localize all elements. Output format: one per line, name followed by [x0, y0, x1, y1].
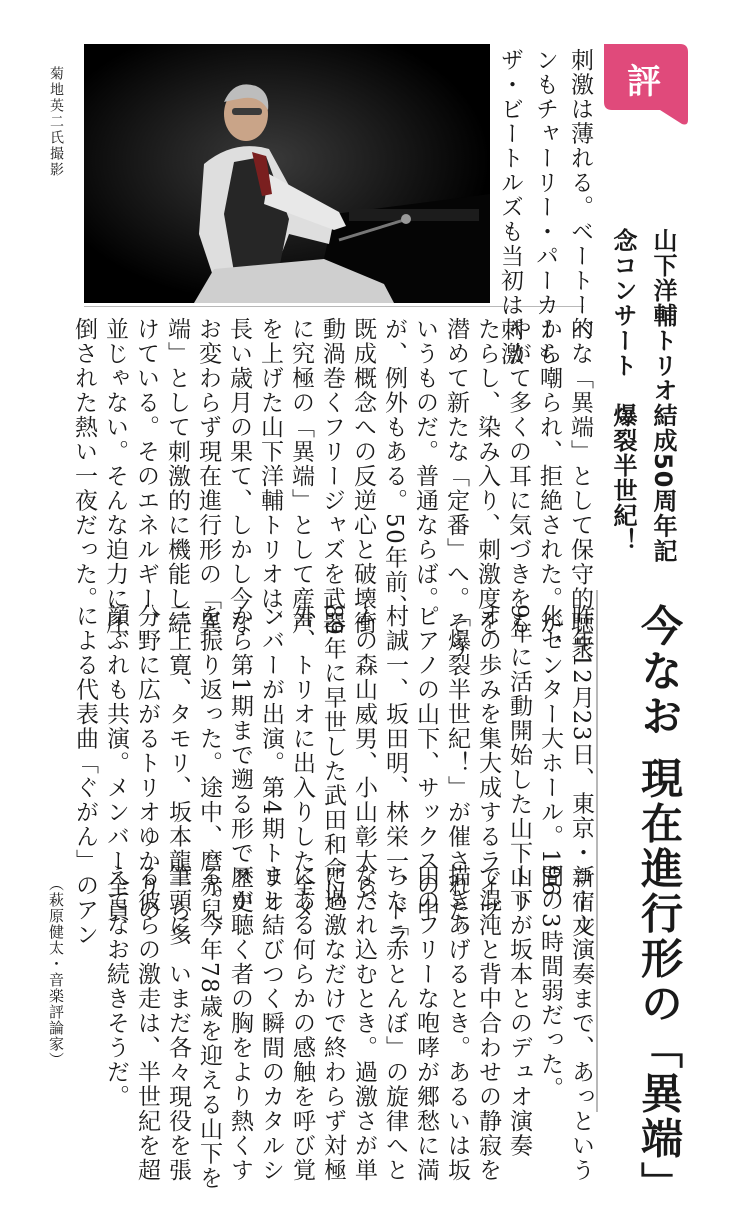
article-column: 分野に広がるトリオゆかりの — [134, 604, 160, 923]
article-column: で混沌と背中合わせの静寂を — [475, 864, 501, 1183]
sub-headline-line2: 念コンサート 爆裂半世紀！ — [609, 228, 637, 553]
article-column: から嘲られ、拒絶された。が、 — [536, 317, 562, 660]
article-column: 「爆裂半世紀！」が催された。 — [444, 604, 470, 947]
article-column: 山下が坂本とのデュオ演奏 — [506, 864, 532, 1158]
main-headline: 今なお 現在進行形の「異端」 — [635, 604, 684, 1207]
pianist-illustration — [84, 44, 490, 303]
article-column: いうものだ。普通ならば。 — [412, 317, 438, 611]
article-column: お変わらず現在進行形の「異 — [195, 317, 221, 636]
article-column: 長い歳月の果て、しかし今な — [226, 317, 252, 636]
article-column: 動渦巻くフリージャズを武器 — [319, 317, 345, 636]
article-column: から第1期まで遡る形で歴史 — [227, 604, 253, 915]
review-badge — [600, 40, 690, 128]
photo-caption: 菊地英二氏撮影 — [48, 66, 64, 178]
review-badge-label: 評 — [627, 61, 661, 102]
article-column: にある何らかの感触を呼び覚 — [289, 864, 315, 1183]
article-column: ムの森山威男、小山彰太ら、 — [351, 604, 377, 923]
article-column: 村誠一、坂田明、林栄一、ドラ — [382, 604, 408, 947]
article-column: なだれ込むとき。過激さが単 — [351, 864, 377, 1183]
author-byline: （萩原健太・音楽評論家） — [47, 876, 65, 1068]
article-column: に過激なだけで終わらず対極 — [320, 864, 346, 1183]
article-column: えてなお続きそうだ。 — [103, 864, 129, 1109]
article-column: る彼らの激走は、半世紀を超 — [134, 864, 160, 1183]
article-column: 間の3時間弱だった。 — [537, 864, 563, 1101]
article-column: 的な「異端」として保守的聴衆 — [567, 317, 593, 660]
article-column: 潜めて新たな「定番」へ。そう — [443, 317, 469, 660]
article-column: まし結びつく瞬間のカタルシ — [258, 864, 284, 1183]
article-column: ンもチャーリー・パーカーも — [532, 48, 558, 367]
article-column: が、例外もある。50年前、 — [381, 317, 407, 619]
article-column: 昨年12月23日、東京・新宿文 — [568, 604, 594, 939]
article-column: 描きあげるとき。あるいは坂 — [444, 864, 470, 1183]
article-column: コール演奏まで、あっという — [568, 864, 594, 1183]
article-column: 89年に早世した武田和命以 — [320, 604, 346, 906]
article-column: 倒された熱い一夜だった。 — [71, 317, 97, 611]
article-column: ちた「赤とんぼ」の旋律へと — [382, 864, 408, 1183]
article-column: 刺激は薄れる。ベートーベ — [567, 48, 593, 342]
concert-photo — [84, 44, 490, 303]
article-column: 三上寛、タモリ、坂本龍一ら多 — [165, 604, 191, 947]
article-column: オの歩みを集大成するライブ — [475, 604, 501, 923]
article-column: を上げた山下洋輔トリオは、 — [257, 317, 283, 636]
article-column: たらし、染み入り、刺激度を — [474, 317, 500, 636]
article-column: 田のフリーな咆哮が郷愁に満 — [413, 864, 439, 1183]
article-column: ンバーが出演。第4期トリオ — [258, 604, 284, 915]
article-column: 並じゃない。そんな迫力に圧 — [102, 317, 128, 636]
article-column: ザ・ビートルズも当初は刺激 — [497, 48, 523, 367]
article-column: スが聴く者の胸をより熱くす — [227, 864, 253, 1183]
article-column: 既成概念への反逆心と破壊衝 — [350, 317, 376, 636]
article-column: 端」として刺激的に機能し続 — [164, 317, 190, 636]
article-column: けている。そのエネルギー、 — [133, 317, 159, 636]
article-column: 外、トリオに出入りした全メ — [289, 604, 315, 923]
article-column: 筆頭に、いまだ各々現役を張 — [165, 864, 191, 1183]
article-column: 9年に活動開始した山下トリ — [506, 604, 532, 915]
article-column: る。今年78歳を迎える山下を — [196, 864, 222, 1191]
sub-headline-line1: 山下洋輔トリオ結成50周年記 — [649, 228, 677, 564]
article-column: やがて多くの耳に気づきをも — [505, 317, 531, 636]
article-column: を振り返った。途中、麿赤兒、 — [196, 604, 222, 947]
article-column: 化センター大ホール。196 — [537, 604, 563, 898]
article-column: ピアノの山下、サックスの中 — [413, 604, 439, 923]
article-column: 顔ぶれも共演。メンバー全員 — [103, 604, 129, 923]
article-column: による代表曲「ぐがん」のアン — [72, 604, 98, 947]
article-column: に究極の「異端」として産声 — [288, 317, 314, 636]
